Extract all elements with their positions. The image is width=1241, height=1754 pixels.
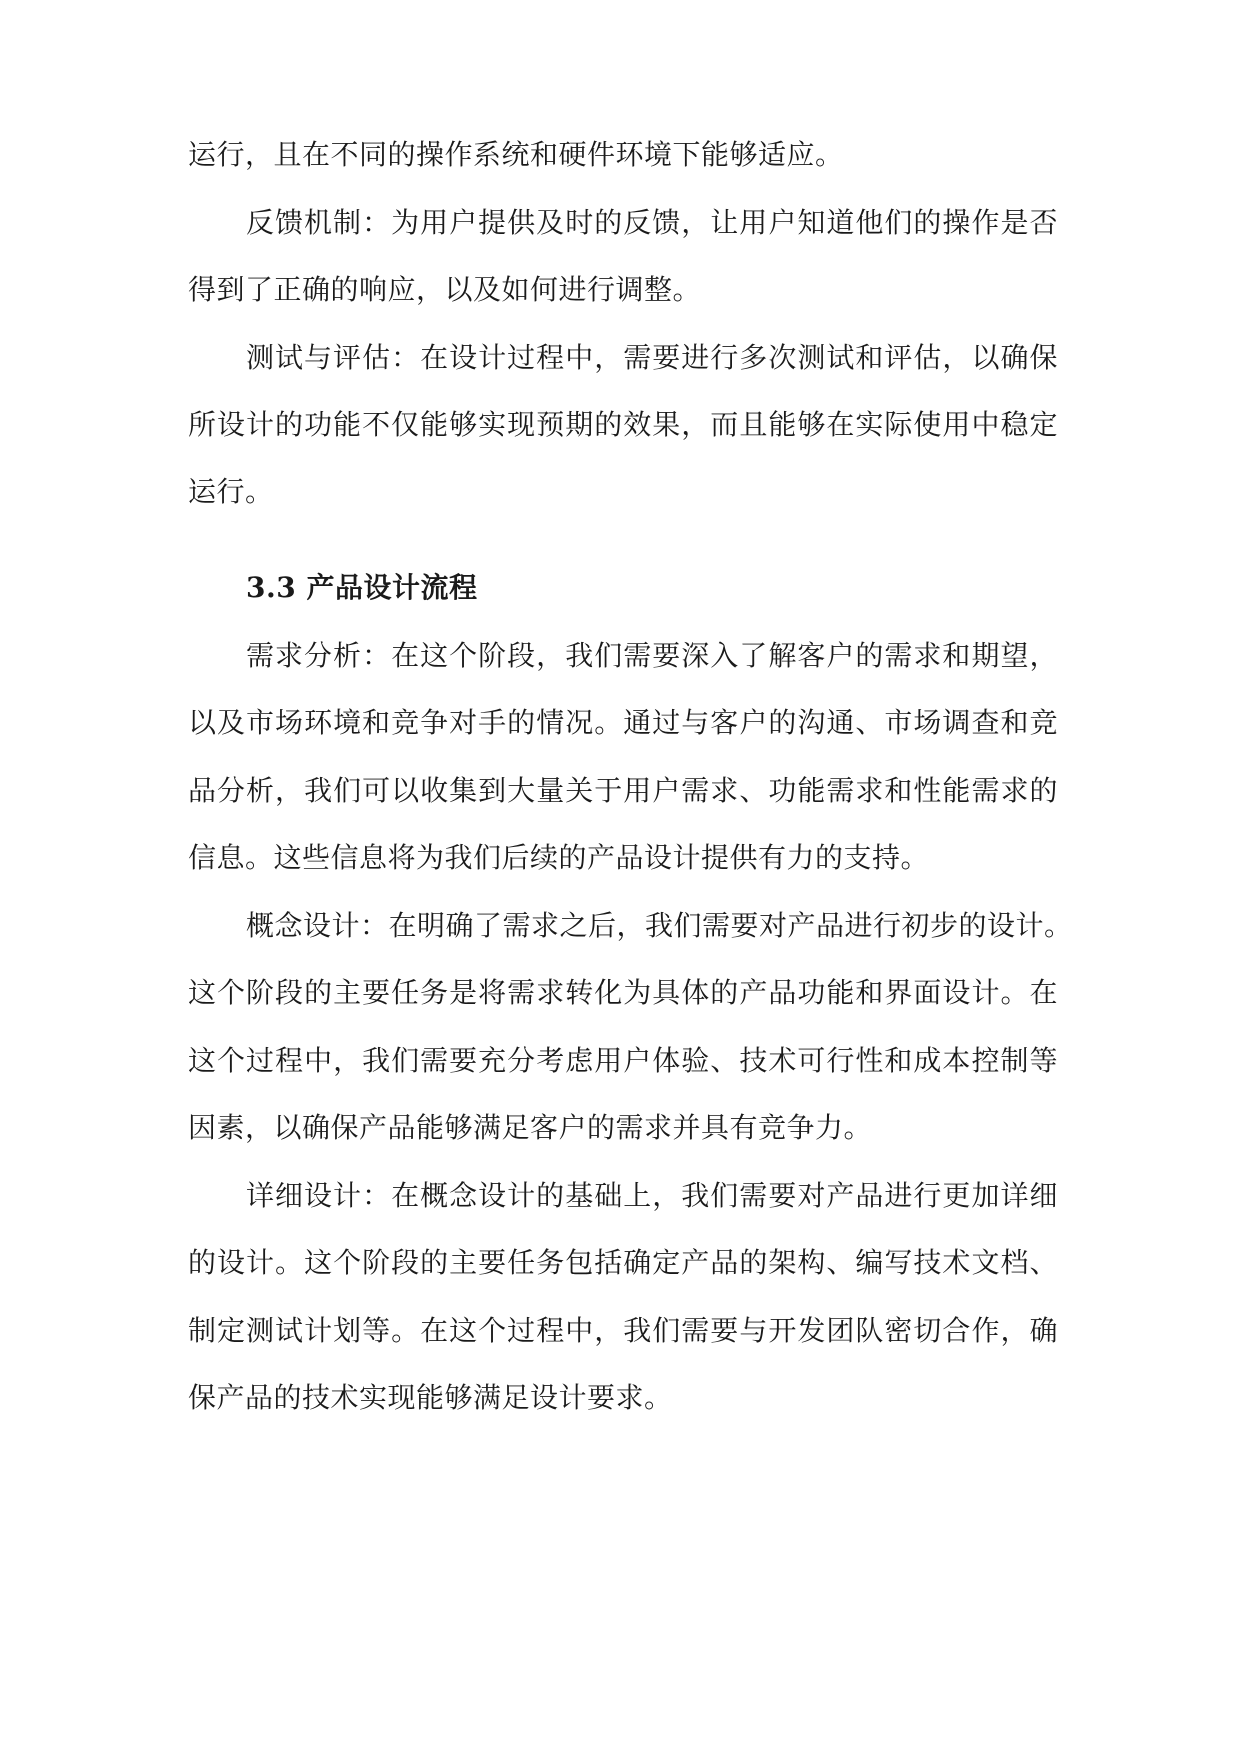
text-line: 制定测试计划等。在这个过程中，我们需要与开发团队密切合作，确 xyxy=(188,1314,1058,1347)
text-line: 运行，且在不同的操作系统和硬件环境下能够适应。 xyxy=(188,138,844,171)
text-line: 所设计的功能不仅能够实现预期的效果，而且能够在实际使用中稳定 xyxy=(188,408,1058,441)
text-line: 详细设计：在概念设计的基础上，我们需要对产品进行更加详细 xyxy=(246,1179,1058,1212)
section-heading: 3.3 产品设计流程 xyxy=(246,571,478,604)
text-line: 保产品的技术实现能够满足设计要求。 xyxy=(188,1381,673,1414)
text-line: 反馈机制：为用户提供及时的反馈，让用户知道他们的操作是否 xyxy=(246,206,1058,239)
text-line: 需求分析：在这个阶段，我们需要深入了解客户的需求和期望， xyxy=(246,639,1058,672)
text-line: 的设计。这个阶段的主要任务包括确定产品的架构、编写技术文档、 xyxy=(188,1246,1058,1279)
text-line: 这个阶段的主要任务是将需求转化为具体的产品功能和界面设计。在 xyxy=(188,976,1058,1009)
text-line: 因素，以确保产品能够满足客户的需求并具有竞争力。 xyxy=(188,1111,873,1144)
text-line: 测试与评估：在设计过程中，需要进行多次测试和评估，以确保 xyxy=(246,341,1058,374)
text-line: 运行。 xyxy=(188,475,274,508)
text-line: 得到了正确的响应，以及如何进行调整。 xyxy=(188,273,702,306)
text-line: 信息。这些信息将为我们后续的产品设计提供有力的支持。 xyxy=(188,841,930,874)
text-line: 以及市场环境和竞争对手的情况。通过与客户的沟通、市场调查和竞 xyxy=(188,706,1058,739)
text-line: 品分析，我们可以收集到大量关于用户需求、功能需求和性能需求的 xyxy=(188,774,1058,807)
text-line: 概念设计：在明确了需求之后，我们需要对产品进行初步的设计。 xyxy=(246,909,1073,942)
text-line: 这个过程中，我们需要充分考虑用户体验、技术可行性和成本控制等 xyxy=(188,1044,1058,1077)
